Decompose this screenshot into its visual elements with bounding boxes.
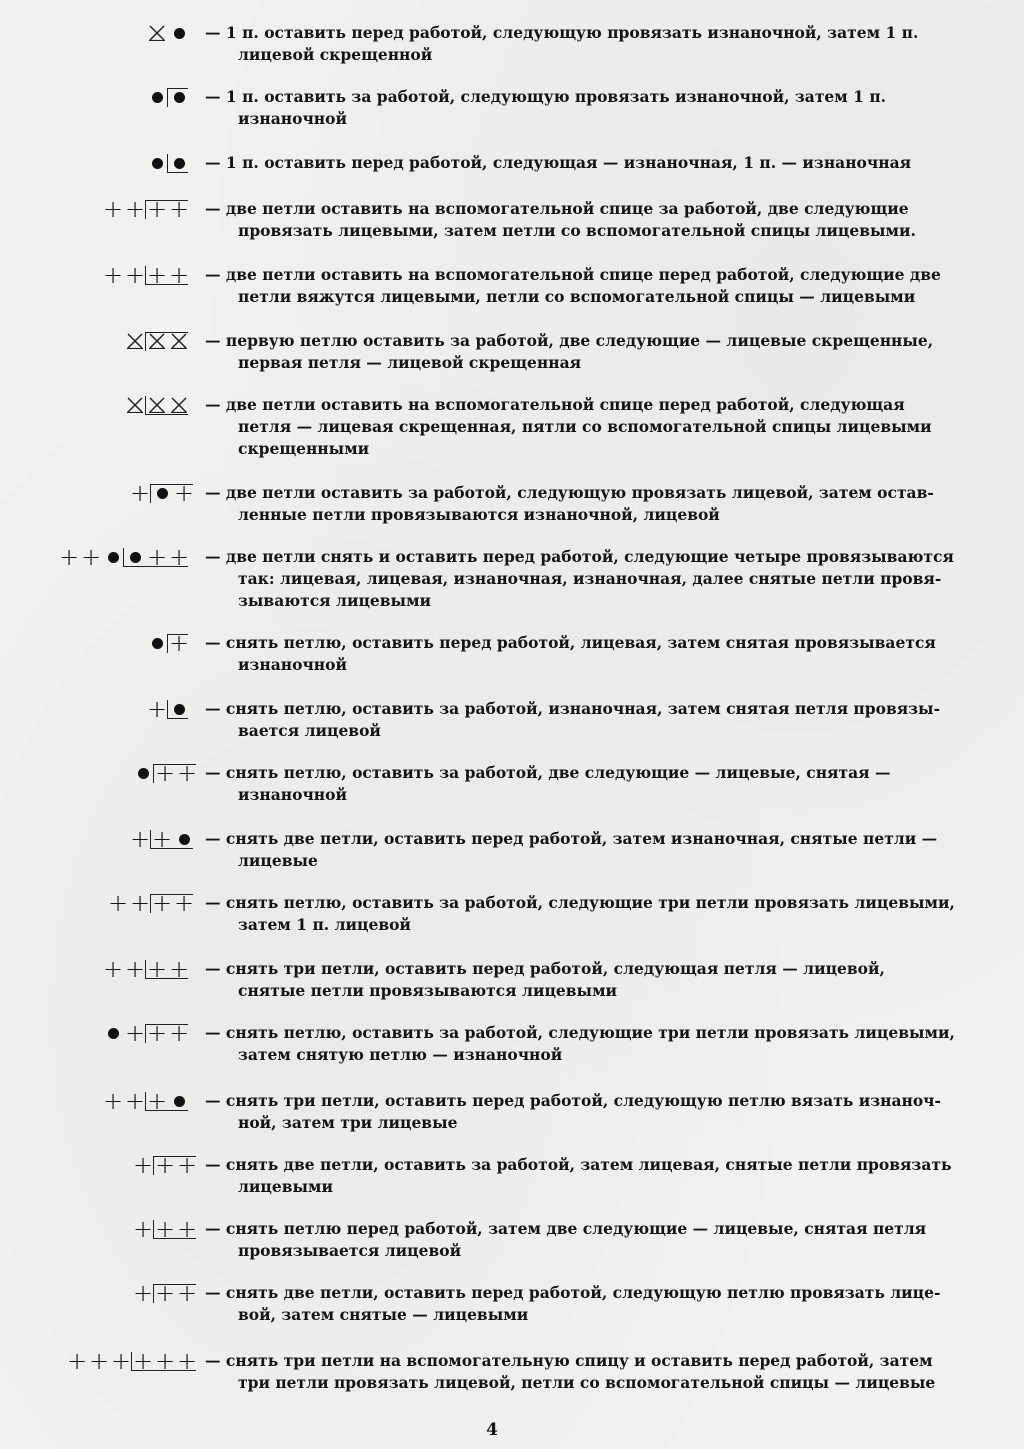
stitch-symbol: [146, 152, 190, 174]
legend-description: [205, 1154, 992, 1198]
crossed-stitch-icon: [124, 394, 146, 416]
description-line: — две петли оставить за работой, следующую провязать лицевой, затем остав-: [205, 483, 934, 502]
description-line: — снять петлю, оставить за работой, следующие три петли провязать лицевыми,: [205, 893, 955, 912]
knit-stitch-icon: +: [66, 1347, 88, 1375]
cable-bracket-icon: [150, 479, 195, 507]
description-line: первая петля — лицевой скрещенная: [238, 353, 582, 372]
description-line: — снять петлю, оставить за работой, следующие три петли провязать лицевыми,: [205, 1023, 955, 1042]
knit-stitch-icon: +: [132, 1347, 154, 1375]
legend-description: [205, 22, 992, 66]
cable-bracket-icon: [145, 1087, 188, 1115]
description-line: лицевые: [238, 851, 318, 870]
description-line: — 1 п. оставить перед работой, следующая — изнаночная, 1 п. — изнаночная: [205, 153, 912, 172]
knit-stitch-icon: +: [146, 1019, 168, 1047]
legend-description: [205, 86, 992, 130]
description-line: — снять петлю, оставить перед работой, лицевая, затем снятая провязывается: [205, 633, 936, 652]
knit-stitch-icon: +: [110, 1347, 132, 1375]
knit-stitch-icon: +: [176, 1215, 198, 1243]
description-line: — снять петлю, оставить за работой, изнаночная, затем снятая петля провязы-: [205, 699, 941, 718]
crossed-stitch-icon: [146, 22, 168, 44]
stitch-symbol: [132, 759, 198, 787]
cable-bracket-icon: [145, 1019, 190, 1047]
cable-bracket-icon: [153, 1215, 198, 1243]
purl-stitch-icon: [146, 152, 168, 174]
legend-description: [205, 1090, 992, 1134]
cable-bracket-icon: [153, 759, 198, 787]
knit-stitch-icon: +: [176, 759, 198, 787]
knit-stitch-icon: +: [151, 825, 173, 853]
stitch-symbol: [102, 261, 190, 289]
knit-stitch-icon: +: [168, 195, 190, 223]
knit-stitch-icon: +: [168, 629, 190, 657]
description-line: вается лицевой: [238, 721, 381, 740]
stitch-symbol: [146, 22, 190, 44]
knit-stitch-icon: +: [124, 195, 146, 223]
knit-stitch-icon: +: [124, 1019, 146, 1047]
cable-bracket-icon: [123, 543, 190, 571]
knit-stitch-icon: +: [168, 261, 190, 289]
knit-stitch-icon: +: [88, 1347, 110, 1375]
cable-bracket-icon: [150, 825, 193, 853]
knit-stitch-icon: +: [146, 543, 168, 571]
knit-stitch-icon: +: [80, 543, 102, 571]
description-line: — снять две петли, оставить перед работой, затем изнаночная, снятые петли —: [205, 829, 938, 848]
description-line: — 1 п. оставить за работой, следующую провязать изнаночной, затем 1 п.: [205, 87, 887, 106]
knit-stitch-icon: +: [151, 889, 173, 917]
knit-stitch-icon: +: [176, 1347, 198, 1375]
description-line: затем 1 п. лицевой: [238, 915, 411, 934]
knit-stitch-icon: +: [107, 889, 129, 917]
stitch-symbol: [66, 1347, 198, 1375]
legend-description: [205, 1282, 992, 1326]
knit-stitch-icon: +: [154, 1151, 176, 1179]
knit-stitch-icon: +: [146, 695, 168, 723]
knit-stitch-icon: +: [102, 195, 124, 223]
description-line: снятые петли провязываются лицевыми: [238, 981, 618, 1000]
description-line: — снять петлю перед работой, затем две следующие — лицевые, снятая петля: [205, 1219, 927, 1238]
purl-stitch-icon: [146, 86, 168, 108]
cable-bracket-icon: [145, 955, 190, 983]
stitch-symbol: [107, 889, 195, 917]
knit-stitch-icon: +: [154, 1279, 176, 1307]
knit-stitch-icon: +: [129, 479, 151, 507]
description-line: изнаночной: [238, 655, 347, 674]
description-line: — снять две петли, оставить перед работой, следующую петлю провязать лице-: [205, 1283, 941, 1302]
knit-stitch-icon: +: [176, 1151, 198, 1179]
description-line: — снять три петли, оставить перед работой, следующая петля — лицевой,: [205, 959, 885, 978]
stitch-symbol: [146, 629, 190, 657]
description-line: — две петли оставить на вспомогательной спице за работой, две следующие: [205, 199, 909, 218]
stitch-symbol: [102, 195, 190, 223]
description-line: — снять две петли, оставить за работой, затем лицевая, снятые петли провязать: [205, 1155, 952, 1174]
legend-description: [205, 828, 992, 872]
stitch-symbol: [102, 1019, 190, 1047]
cable-bracket-icon: [167, 154, 188, 173]
description-line: — 1 п. оставить перед работой, следующую провязать изнаночной, затем 1 п.: [205, 23, 919, 42]
description-line: ленные петли провязываются изнаночной, лицевой: [238, 505, 720, 524]
knit-stitch-icon: +: [129, 825, 151, 853]
knit-stitch-icon: +: [129, 889, 151, 917]
description-line: ной, затем три лицевые: [238, 1113, 458, 1132]
cable-bracket-icon: [150, 889, 195, 917]
description-line: изнаночной: [238, 785, 347, 804]
knit-stitch-icon: +: [168, 955, 190, 983]
description-line: — две петли оставить на вспомогательной спице перед работой, следующие две: [205, 265, 941, 284]
knit-stitch-icon: +: [146, 195, 168, 223]
knit-stitch-icon: +: [146, 261, 168, 289]
page-number: 4: [486, 1420, 498, 1440]
description-line: лицевой скрещенной: [238, 45, 433, 64]
legend-description: [205, 198, 992, 242]
knit-stitch-icon: +: [58, 543, 80, 571]
description-line: — первую петлю оставить за работой, две следующие — лицевые скрещенные,: [205, 331, 934, 350]
legend-description: [205, 394, 992, 460]
legend-description: [205, 482, 992, 526]
knit-stitch-icon: +: [132, 1151, 154, 1179]
legend-description: [205, 958, 992, 1002]
stitch-symbol: [146, 695, 190, 723]
stitch-symbol: [129, 479, 195, 507]
cable-bracket-icon: [167, 88, 188, 107]
stitch-symbol: [124, 330, 190, 352]
cable-bracket-icon: [131, 1347, 198, 1375]
purl-stitch-icon: [102, 1022, 124, 1044]
purl-stitch-icon: [102, 546, 124, 568]
description-line: провязать лицевыми, затем петли со вспомогательной спицы лицевыми.: [238, 221, 916, 240]
knit-stitch-icon: +: [173, 889, 195, 917]
legend-description: [205, 264, 992, 308]
description-line: — снять петлю, оставить за работой, две следующие — лицевые, снятая —: [205, 763, 891, 782]
description-line: три петли провязать лицевой, петли со вспомогательной спицы — лицевые: [238, 1373, 936, 1392]
crossed-stitch-icon: [124, 330, 146, 352]
knit-stitch-icon: +: [124, 955, 146, 983]
cable-bracket-icon: [145, 396, 188, 415]
cable-bracket-icon: [167, 700, 188, 719]
cable-bracket-icon: [145, 332, 188, 351]
knit-stitch-icon: +: [102, 1087, 124, 1115]
legend-description: [205, 1022, 992, 1066]
knit-stitch-icon: +: [173, 479, 195, 507]
knit-stitch-icon: +: [168, 543, 190, 571]
cable-bracket-icon: [153, 1151, 198, 1179]
legend-description: [205, 762, 992, 806]
legend-description: [205, 152, 992, 174]
description-line: — снять три петли на вспомогательную спицу и оставить перед работой, затем: [205, 1351, 933, 1370]
description-line: зываются лицевыми: [238, 591, 432, 610]
legend-description: [205, 1218, 992, 1262]
description-line: провязывается лицевой: [238, 1241, 462, 1260]
knit-stitch-icon: +: [154, 1215, 176, 1243]
description-line: лицевыми: [238, 1177, 334, 1196]
knit-stitch-icon: +: [176, 1279, 198, 1307]
cable-bracket-icon: [153, 1279, 198, 1307]
description-line: затем снятую петлю — изнаночной: [238, 1045, 563, 1064]
cable-bracket-icon: [167, 629, 190, 657]
legend-description: [205, 632, 992, 676]
knit-stitch-icon: +: [154, 759, 176, 787]
description-line: — снять три петли, оставить перед работой, следующую петлю вязать изнаноч-: [205, 1091, 941, 1110]
legend-description: [205, 892, 992, 936]
knit-stitch-icon: +: [102, 955, 124, 983]
description-line: — две петли снять и оставить перед работой, следующие четыре провязываются: [205, 547, 954, 566]
stitch-symbol: [132, 1215, 198, 1243]
legend-description: [205, 330, 992, 374]
knit-stitch-icon: +: [132, 1279, 154, 1307]
knit-stitch-icon: +: [102, 261, 124, 289]
description-line: вой, затем снятые — лицевыми: [238, 1305, 529, 1324]
legend-description: [205, 1350, 992, 1394]
stitch-symbol: [129, 825, 195, 853]
description-line: петли вяжутся лицевыми, петли со вспомогательной спицы — лицевыми: [238, 287, 916, 306]
description-line: так: лицевая, лицевая, изнаночная, изнаночная, далее снятые петли провя-: [238, 569, 942, 588]
stitch-symbol: [132, 1279, 198, 1307]
purl-stitch-icon: [168, 22, 190, 44]
knit-stitch-icon: +: [146, 955, 168, 983]
description-line: скрещенными: [238, 439, 370, 458]
knit-stitch-icon: +: [124, 1087, 146, 1115]
cable-bracket-icon: [145, 195, 190, 223]
description-line: петля — лицевая скрещенная, пятли со вспомогательной спицы лицевыми: [238, 417, 932, 436]
stitch-symbol: [132, 1151, 198, 1179]
purl-stitch-icon: [132, 762, 154, 784]
stitch-symbol: [58, 543, 190, 571]
knit-stitch-icon: +: [168, 1019, 190, 1047]
knit-stitch-icon: +: [132, 1215, 154, 1243]
legend-description: [205, 698, 992, 742]
stitch-symbol: [146, 86, 190, 108]
cable-bracket-icon: [145, 261, 190, 289]
legend-description: [205, 546, 992, 612]
stitch-symbol: [102, 955, 190, 983]
description-line: изнаночной: [238, 109, 347, 128]
knit-stitch-icon: +: [146, 1087, 168, 1115]
description-line: — две петли оставить на вспомогательной спице перед работой, следующая: [205, 395, 905, 414]
stitch-symbol: [102, 1087, 190, 1115]
stitch-symbol: [124, 394, 190, 416]
purl-stitch-icon: [146, 632, 168, 654]
knit-stitch-icon: +: [124, 261, 146, 289]
knit-stitch-icon: +: [154, 1347, 176, 1375]
